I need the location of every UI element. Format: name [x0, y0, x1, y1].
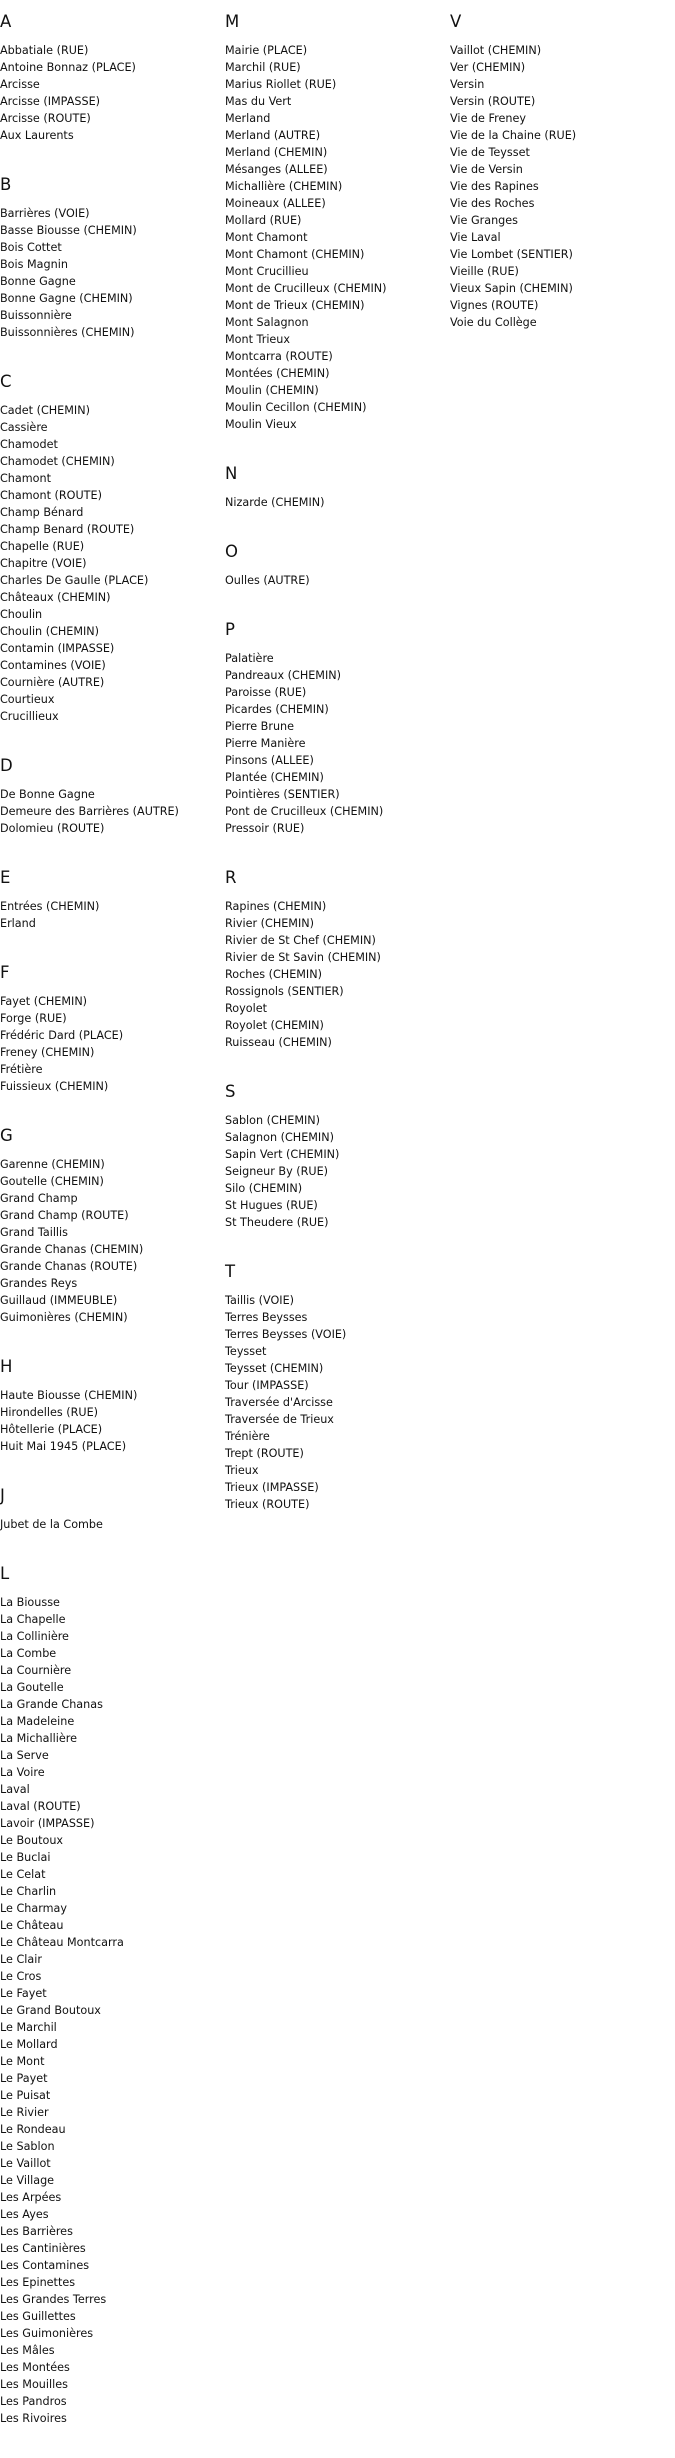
street-item: Forge (RUE): [0, 1012, 67, 1025]
street-item: Aux Laurents: [0, 129, 74, 142]
street-item: Buissonnière: [0, 309, 72, 322]
street-item: Taillis (VOIE): [225, 1294, 295, 1307]
street-item: Moulin Vieux: [225, 418, 297, 431]
street-list: [0, 786, 220, 837]
street-item: Le Clair: [0, 1953, 42, 1966]
street-item: Le Grand Boutoux: [0, 2004, 101, 2017]
street-item: Terres Beysses (VOIE): [225, 1328, 347, 1341]
street-list: [0, 205, 220, 341]
street-item: Arcisse (IMPASSE): [0, 95, 100, 108]
street-item: Vie de la Chaine (RUE): [450, 129, 577, 142]
street-list: [0, 42, 220, 144]
street-item: Le Cros: [0, 1970, 42, 1983]
street-item: Merland (CHEMIN): [225, 146, 328, 159]
street-item: Rivier (CHEMIN): [225, 917, 314, 930]
street-item: Frétière: [0, 1063, 43, 1076]
street-item: Pointières (SENTIER): [225, 788, 340, 801]
street-item: Vignes (ROUTE): [450, 299, 539, 312]
street-item: Michallière (CHEMIN): [225, 180, 343, 193]
street-list: [450, 42, 675, 331]
street-item: Chapitre (VOIE): [0, 557, 87, 570]
letter-section-f: [0, 963, 220, 1095]
street-item: Le Marchil: [0, 2021, 57, 2034]
street-item: La Cournière: [0, 1664, 72, 1677]
street-item: Abbatiale (RUE): [0, 44, 89, 57]
street-item: Plantée (CHEMIN): [225, 771, 324, 784]
street-item: Trieux (IMPASSE): [225, 1481, 319, 1494]
street-item: La Combe: [0, 1647, 57, 1660]
street-item: Antoine Bonnaz (PLACE): [0, 61, 136, 74]
letter-heading: M: [225, 12, 240, 31]
street-item: La Goutelle: [0, 1681, 64, 1694]
street-item: Hirondelles (RUE): [0, 1406, 99, 1419]
street-item: Pierre Manière: [225, 737, 306, 750]
street-item: Demeure des Barrières (AUTRE): [0, 805, 179, 818]
street-item: Trept (ROUTE): [225, 1447, 304, 1460]
street-item: Traversée de Trieux: [225, 1413, 334, 1426]
street-list: [225, 898, 445, 1051]
street-item: Roches (CHEMIN): [225, 968, 322, 981]
street-item: Tour (IMPASSE): [225, 1379, 309, 1392]
letter-section-r: [225, 868, 445, 1051]
street-item: Vie Laval: [450, 231, 501, 244]
street-item: Chapelle (RUE): [0, 540, 85, 553]
street-item: Le Mollard: [0, 2038, 58, 2051]
street-item: Le Rondeau: [0, 2123, 66, 2136]
street-item: Bonne Gagne (CHEMIN): [0, 292, 133, 305]
street-item: Seigneur By (RUE): [225, 1165, 329, 1178]
letter-heading: A: [0, 12, 12, 31]
street-item: Mont de Crucilleux (CHEMIN): [225, 282, 387, 295]
street-item: La Voire: [0, 1766, 45, 1779]
street-list: [0, 402, 220, 725]
street-item: Le Sablon: [0, 2140, 55, 2153]
street-item: Courtieux: [0, 693, 55, 706]
street-item: Chamodet: [0, 438, 58, 451]
street-item: Grand Taillis: [0, 1226, 68, 1239]
letter-heading: G: [0, 1126, 13, 1145]
street-item: Guimonières (CHEMIN): [0, 1311, 128, 1324]
street-item: Merland: [225, 112, 271, 125]
street-item: Montcarra (ROUTE): [225, 350, 333, 363]
street-item: La Madeleine: [0, 1715, 75, 1728]
street-item: Les Epinettes: [0, 2276, 76, 2289]
street-item: Grand Champ (ROUTE): [0, 1209, 129, 1222]
street-item: Grande Chanas (ROUTE): [0, 1260, 138, 1273]
street-item: Moineaux (ALLEE): [225, 197, 326, 210]
street-item: Grandes Reys: [0, 1277, 78, 1290]
letter-section-v: [450, 12, 675, 331]
street-item: Haute Biousse (CHEMIN): [0, 1389, 138, 1402]
street-item: Mairie (PLACE): [225, 44, 308, 57]
street-item: Vieux Sapin (CHEMIN): [450, 282, 573, 295]
street-item: Vie de Versin: [450, 163, 523, 176]
letter-heading: J: [0, 1486, 5, 1505]
street-item: Ver (CHEMIN): [450, 61, 526, 74]
street-item: Pandreaux (CHEMIN): [225, 669, 341, 682]
street-item: Moulin (CHEMIN): [225, 384, 319, 397]
street-item: Le Village: [0, 2174, 55, 2187]
street-item: Goutelle (CHEMIN): [0, 1175, 104, 1188]
letter-heading: E: [0, 868, 11, 887]
street-item: Merland (AUTRE): [225, 129, 321, 142]
street-item: Buissonnières (CHEMIN): [0, 326, 135, 339]
street-item: Frédéric Dard (PLACE): [0, 1029, 124, 1042]
street-item: Châteaux (CHEMIN): [0, 591, 111, 604]
street-item: Rivier de St Savin (CHEMIN): [225, 951, 381, 964]
street-item: Bonne Gagne: [0, 275, 76, 288]
street-list: [225, 650, 445, 837]
street-item: Choulin (CHEMIN): [0, 625, 100, 638]
street-item: Champ Benard (ROUTE): [0, 523, 135, 536]
street-item: Crucillieux: [0, 710, 59, 723]
street-item: Charles De Gaulle (PLACE): [0, 574, 149, 587]
street-list: [0, 1387, 220, 1455]
street-item: Moulin Cecillon (CHEMIN): [225, 401, 367, 414]
street-item: Le Château Montcarra: [0, 1936, 124, 1949]
letter-heading: P: [225, 620, 235, 639]
street-item: Vieille (RUE): [450, 265, 519, 278]
letter-heading: F: [0, 963, 10, 982]
letter-section-b: [0, 175, 220, 341]
street-item: Ruisseau (CHEMIN): [225, 1036, 332, 1049]
street-list: [0, 898, 220, 932]
street-item: Sablon (CHEMIN): [225, 1114, 321, 1127]
street-item: Mollard (RUE): [225, 214, 302, 227]
street-item: Les Rivoires: [0, 2412, 67, 2425]
letter-heading: H: [0, 1357, 13, 1376]
street-item: Rivier de St Chef (CHEMIN): [225, 934, 376, 947]
letter-section-p: [225, 620, 445, 837]
letter-section-a: [0, 12, 220, 144]
letter-section-g: [0, 1126, 220, 1326]
street-item: Bois Magnin: [0, 258, 68, 271]
street-item: Arcisse: [0, 78, 40, 91]
street-item: Les Arpées: [0, 2191, 62, 2204]
street-item: Les Mouilles: [0, 2378, 68, 2391]
street-item: Versin (ROUTE): [450, 95, 536, 108]
street-item: Le Vaillot: [0, 2157, 51, 2170]
street-list: [225, 494, 445, 511]
street-item: Pressoir (RUE): [225, 822, 305, 835]
street-item: De Bonne Gagne: [0, 788, 95, 801]
street-item: Les Ayes: [0, 2208, 49, 2221]
street-item: Le Château: [0, 1919, 64, 1932]
street-item: Trénière: [225, 1430, 270, 1443]
street-item: Chamodet (CHEMIN): [0, 455, 115, 468]
street-item: Le Charlin: [0, 1885, 57, 1898]
street-item: Silo (CHEMIN): [225, 1182, 303, 1195]
street-item: Le Charmay: [0, 1902, 68, 1915]
street-item: Mont Salagnon: [225, 316, 309, 329]
street-item: Les Montées: [0, 2361, 70, 2374]
street-item: Terres Beysses: [225, 1311, 308, 1324]
street-item: Choulin: [0, 608, 43, 621]
index-column-2: [225, 12, 445, 1544]
street-item: Les Mâles: [0, 2344, 55, 2357]
letter-heading: T: [225, 1262, 236, 1281]
street-item: Grande Chanas (CHEMIN): [0, 1243, 144, 1256]
street-item: Lavoir (IMPASSE): [0, 1817, 95, 1830]
street-item: Rossignols (SENTIER): [225, 985, 344, 998]
street-item: Royolet (CHEMIN): [225, 1019, 324, 1032]
street-item: Contamines (VOIE): [0, 659, 106, 672]
street-item: Royolet: [225, 1002, 267, 1015]
street-item: Picardes (CHEMIN): [225, 703, 329, 716]
street-item: Palatière: [225, 652, 274, 665]
street-item: Vie de Teysset: [450, 146, 530, 159]
street-list: [225, 572, 445, 589]
street-item: Trieux: [225, 1464, 259, 1477]
street-item: Vie Lombet (SENTIER): [450, 248, 573, 261]
street-item: Arcisse (ROUTE): [0, 112, 91, 125]
street-item: Le Rivier: [0, 2106, 49, 2119]
street-item: Vaillot (CHEMIN): [450, 44, 542, 57]
street-item: Chamont: [0, 472, 51, 485]
street-item: Paroisse (RUE): [225, 686, 307, 699]
street-item: Pont de Crucilleux (CHEMIN): [225, 805, 384, 818]
street-item: La Chapelle: [0, 1613, 66, 1626]
street-item: Le Payet: [0, 2072, 48, 2085]
street-list: [0, 1516, 220, 1533]
letter-section-l: [0, 1564, 220, 2427]
street-item: Mésanges (ALLEE): [225, 163, 328, 176]
street-item: Teysset: [225, 1345, 267, 1358]
letter-section-h: [0, 1357, 220, 1455]
street-item: La Serve: [0, 1749, 49, 1762]
letter-heading: V: [450, 12, 462, 31]
street-item: La Biousse: [0, 1596, 60, 1609]
street-item: Bois Cottet: [0, 241, 62, 254]
street-item: Mont Chamont: [225, 231, 308, 244]
street-item: Huit Mai 1945 (PLACE): [0, 1440, 127, 1453]
street-item: Vie de Freney: [450, 112, 526, 125]
street-item: Laval (ROUTE): [0, 1800, 81, 1813]
letter-heading: B: [0, 175, 12, 194]
street-item: Les Cantinières: [0, 2242, 86, 2255]
street-item: Freney (CHEMIN): [0, 1046, 95, 1059]
street-item: Versin: [450, 78, 485, 91]
street-item: St Theudere (RUE): [225, 1216, 329, 1229]
street-item: Le Celat: [0, 1868, 46, 1881]
letter-section-j: [0, 1486, 220, 1533]
street-item: Les Barrières: [0, 2225, 73, 2238]
street-item: Cassière: [0, 421, 48, 434]
street-item: Basse Biousse (CHEMIN): [0, 224, 137, 237]
street-list: [225, 42, 445, 433]
letter-heading: S: [225, 1082, 236, 1101]
street-item: Le Buclai: [0, 1851, 51, 1864]
street-list: [225, 1112, 445, 1231]
street-item: La Grande Chanas: [0, 1698, 103, 1711]
street-item: Fayet (CHEMIN): [0, 995, 88, 1008]
letter-heading: N: [225, 464, 238, 483]
street-item: Champ Bénard: [0, 506, 84, 519]
letter-heading: O: [225, 542, 238, 561]
letter-section-t: [225, 1262, 445, 1513]
street-item: Contamin (IMPASSE): [0, 642, 115, 655]
street-item: Guillaud (IMMEUBLE): [0, 1294, 118, 1307]
street-item: Trieux (ROUTE): [225, 1498, 310, 1511]
street-item: Vie des Rapines: [450, 180, 539, 193]
street-item: Marchil (RUE): [225, 61, 301, 74]
street-item: La Collinière: [0, 1630, 69, 1643]
street-item: Les Contamines: [0, 2259, 90, 2272]
street-item: Mont Trieux: [225, 333, 291, 346]
street-item: Teysset (CHEMIN): [225, 1362, 324, 1375]
street-item: Le Boutoux: [0, 1834, 64, 1847]
index-column-3: [450, 12, 675, 362]
street-item: Salagnon (CHEMIN): [225, 1131, 334, 1144]
street-item: Barrières (VOIE): [0, 207, 90, 220]
street-item: Marius Riollet (RUE): [225, 78, 337, 91]
street-item: Garenne (CHEMIN): [0, 1158, 105, 1171]
letter-section-c: [0, 372, 220, 725]
street-item: Mont de Trieux (CHEMIN): [225, 299, 365, 312]
letter-section-s: [225, 1082, 445, 1231]
street-item: Le Puisat: [0, 2089, 51, 2102]
street-item: Jubet de la Combe: [0, 1518, 103, 1531]
letter-section-m: [225, 12, 445, 433]
street-item: Nizarde (CHEMIN): [225, 496, 325, 509]
street-item: Fuissieux (CHEMIN): [0, 1080, 109, 1093]
street-item: Mont Chamont (CHEMIN): [225, 248, 365, 261]
street-item: Pinsons (ALLEE): [225, 754, 314, 767]
street-list: [0, 993, 220, 1095]
street-list: [0, 1156, 220, 1326]
letter-section-o: [225, 542, 445, 589]
street-item: Le Fayet: [0, 1987, 47, 2000]
street-item: Dolomieu (ROUTE): [0, 822, 105, 835]
index-column-1: [0, 12, 220, 2458]
letter-heading: C: [0, 372, 12, 391]
street-item: Sapin Vert (CHEMIN): [225, 1148, 340, 1161]
street-item: Montées (CHEMIN): [225, 367, 330, 380]
street-item: Le Mont: [0, 2055, 45, 2068]
street-item: Voie du Collège: [450, 316, 537, 329]
street-item: Mont Crucillieu: [225, 265, 309, 278]
street-item: Les Pandros: [0, 2395, 67, 2408]
street-list: [0, 1594, 220, 2427]
street-item: Rapines (CHEMIN): [225, 900, 327, 913]
street-item: Cadet (CHEMIN): [0, 404, 90, 417]
street-item: Traversée d'Arcisse: [225, 1396, 333, 1409]
letter-heading: D: [0, 756, 13, 775]
street-item: Vie Granges: [450, 214, 518, 227]
street-item: Cournière (AUTRE): [0, 676, 105, 689]
street-item: Oulles (AUTRE): [225, 574, 310, 587]
street-item: Vie des Roches: [450, 197, 535, 210]
letter-heading: R: [225, 868, 237, 887]
letter-section-e: [0, 868, 220, 932]
street-item: Laval: [0, 1783, 30, 1796]
letter-section-n: [225, 464, 445, 511]
street-item: St Hugues (RUE): [225, 1199, 318, 1212]
street-item: La Michallière: [0, 1732, 77, 1745]
street-item: Entrées (CHEMIN): [0, 900, 100, 913]
street-item: Pierre Brune: [225, 720, 295, 733]
letter-heading: L: [0, 1564, 10, 1583]
street-item: Les Guimonières: [0, 2327, 94, 2340]
street-item: Mas du Vert: [225, 95, 292, 108]
letter-section-d: [0, 756, 220, 837]
street-item: Les Guillettes: [0, 2310, 76, 2323]
street-list: [225, 1292, 445, 1513]
street-item: Grand Champ: [0, 1192, 78, 1205]
street-item: Erland: [0, 917, 36, 930]
street-item: Hôtellerie (PLACE): [0, 1423, 103, 1436]
street-item: Chamont (ROUTE): [0, 489, 102, 502]
street-item: Les Grandes Terres: [0, 2293, 107, 2306]
